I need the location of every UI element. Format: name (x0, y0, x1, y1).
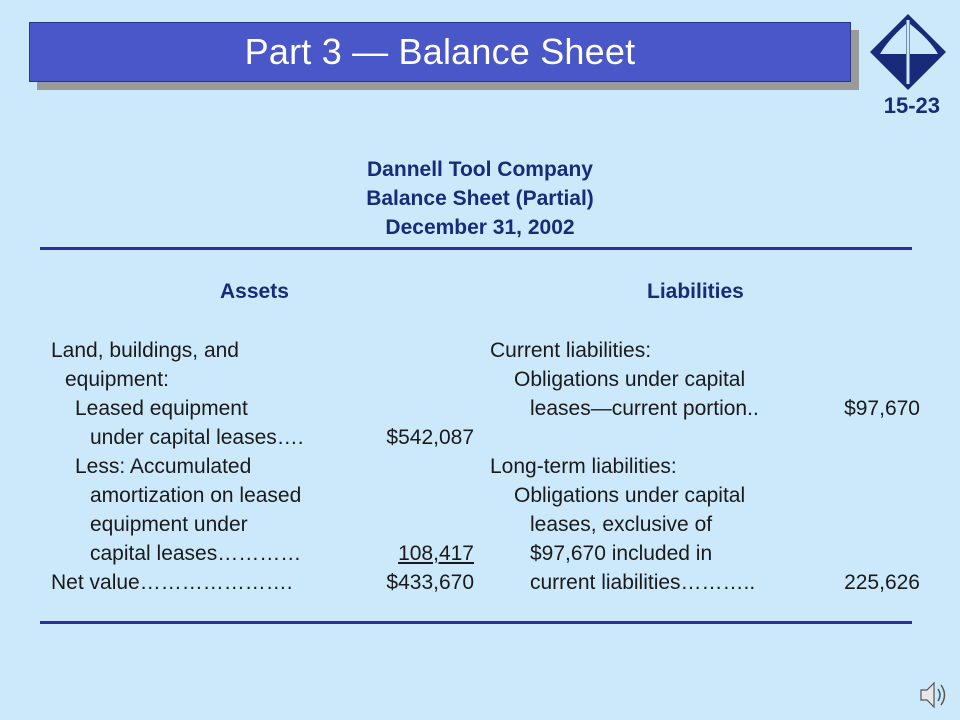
liabilities-line: Obligations under capital (514, 368, 746, 391)
slide-title: Part 3 — Balance Sheet (244, 31, 636, 72)
assets-line: Net value…………………. (51, 571, 293, 594)
liabilities-header: Liabilities (647, 280, 744, 303)
statement-date: December 31, 2002 (385, 216, 575, 239)
accumulated-amortization-amount: 108,417 (398, 542, 474, 565)
top-divider (40, 247, 912, 250)
statement-name: Balance Sheet (Partial) (366, 187, 594, 210)
assets-line: equipment: (65, 368, 169, 391)
liabilities-line: current liabilities……….. (530, 571, 756, 594)
long-term-amount: 225,626 (844, 571, 920, 594)
assets-header: Assets (220, 280, 289, 303)
assets-line: under capital leases…. (90, 426, 304, 449)
liabilities-line: $97,670 included in (530, 542, 713, 565)
assets-line: Land, buildings, and (51, 339, 239, 362)
assets-line: Leased equipment (75, 397, 248, 420)
company-name: Dannell Tool Company (367, 158, 593, 181)
bottom-divider (40, 621, 912, 624)
assets-line: Less: Accumulated (75, 455, 252, 478)
net-value-amount: $433,670 (386, 571, 474, 594)
slide-number: 15-23 (883, 93, 940, 118)
liabilities-line: Current liabilities: (490, 339, 652, 362)
assets-line: capital leases………… (90, 542, 302, 565)
liabilities-line: leases, exclusive of (530, 513, 713, 536)
liabilities-line: leases—current portion.. (530, 397, 759, 420)
title-bar (29, 22, 851, 82)
diamond-sail-logo-icon (866, 10, 950, 94)
leased-equipment-amount: $542,087 (386, 426, 474, 449)
current-portion-amount: $97,670 (844, 397, 920, 420)
assets-line: amortization on leased (90, 484, 302, 507)
liabilities-line: Obligations under capital (514, 484, 746, 507)
speaker-icon[interactable] (918, 677, 948, 713)
assets-line: equipment under (90, 513, 248, 536)
liabilities-line: Long-term liabilities: (490, 455, 677, 478)
